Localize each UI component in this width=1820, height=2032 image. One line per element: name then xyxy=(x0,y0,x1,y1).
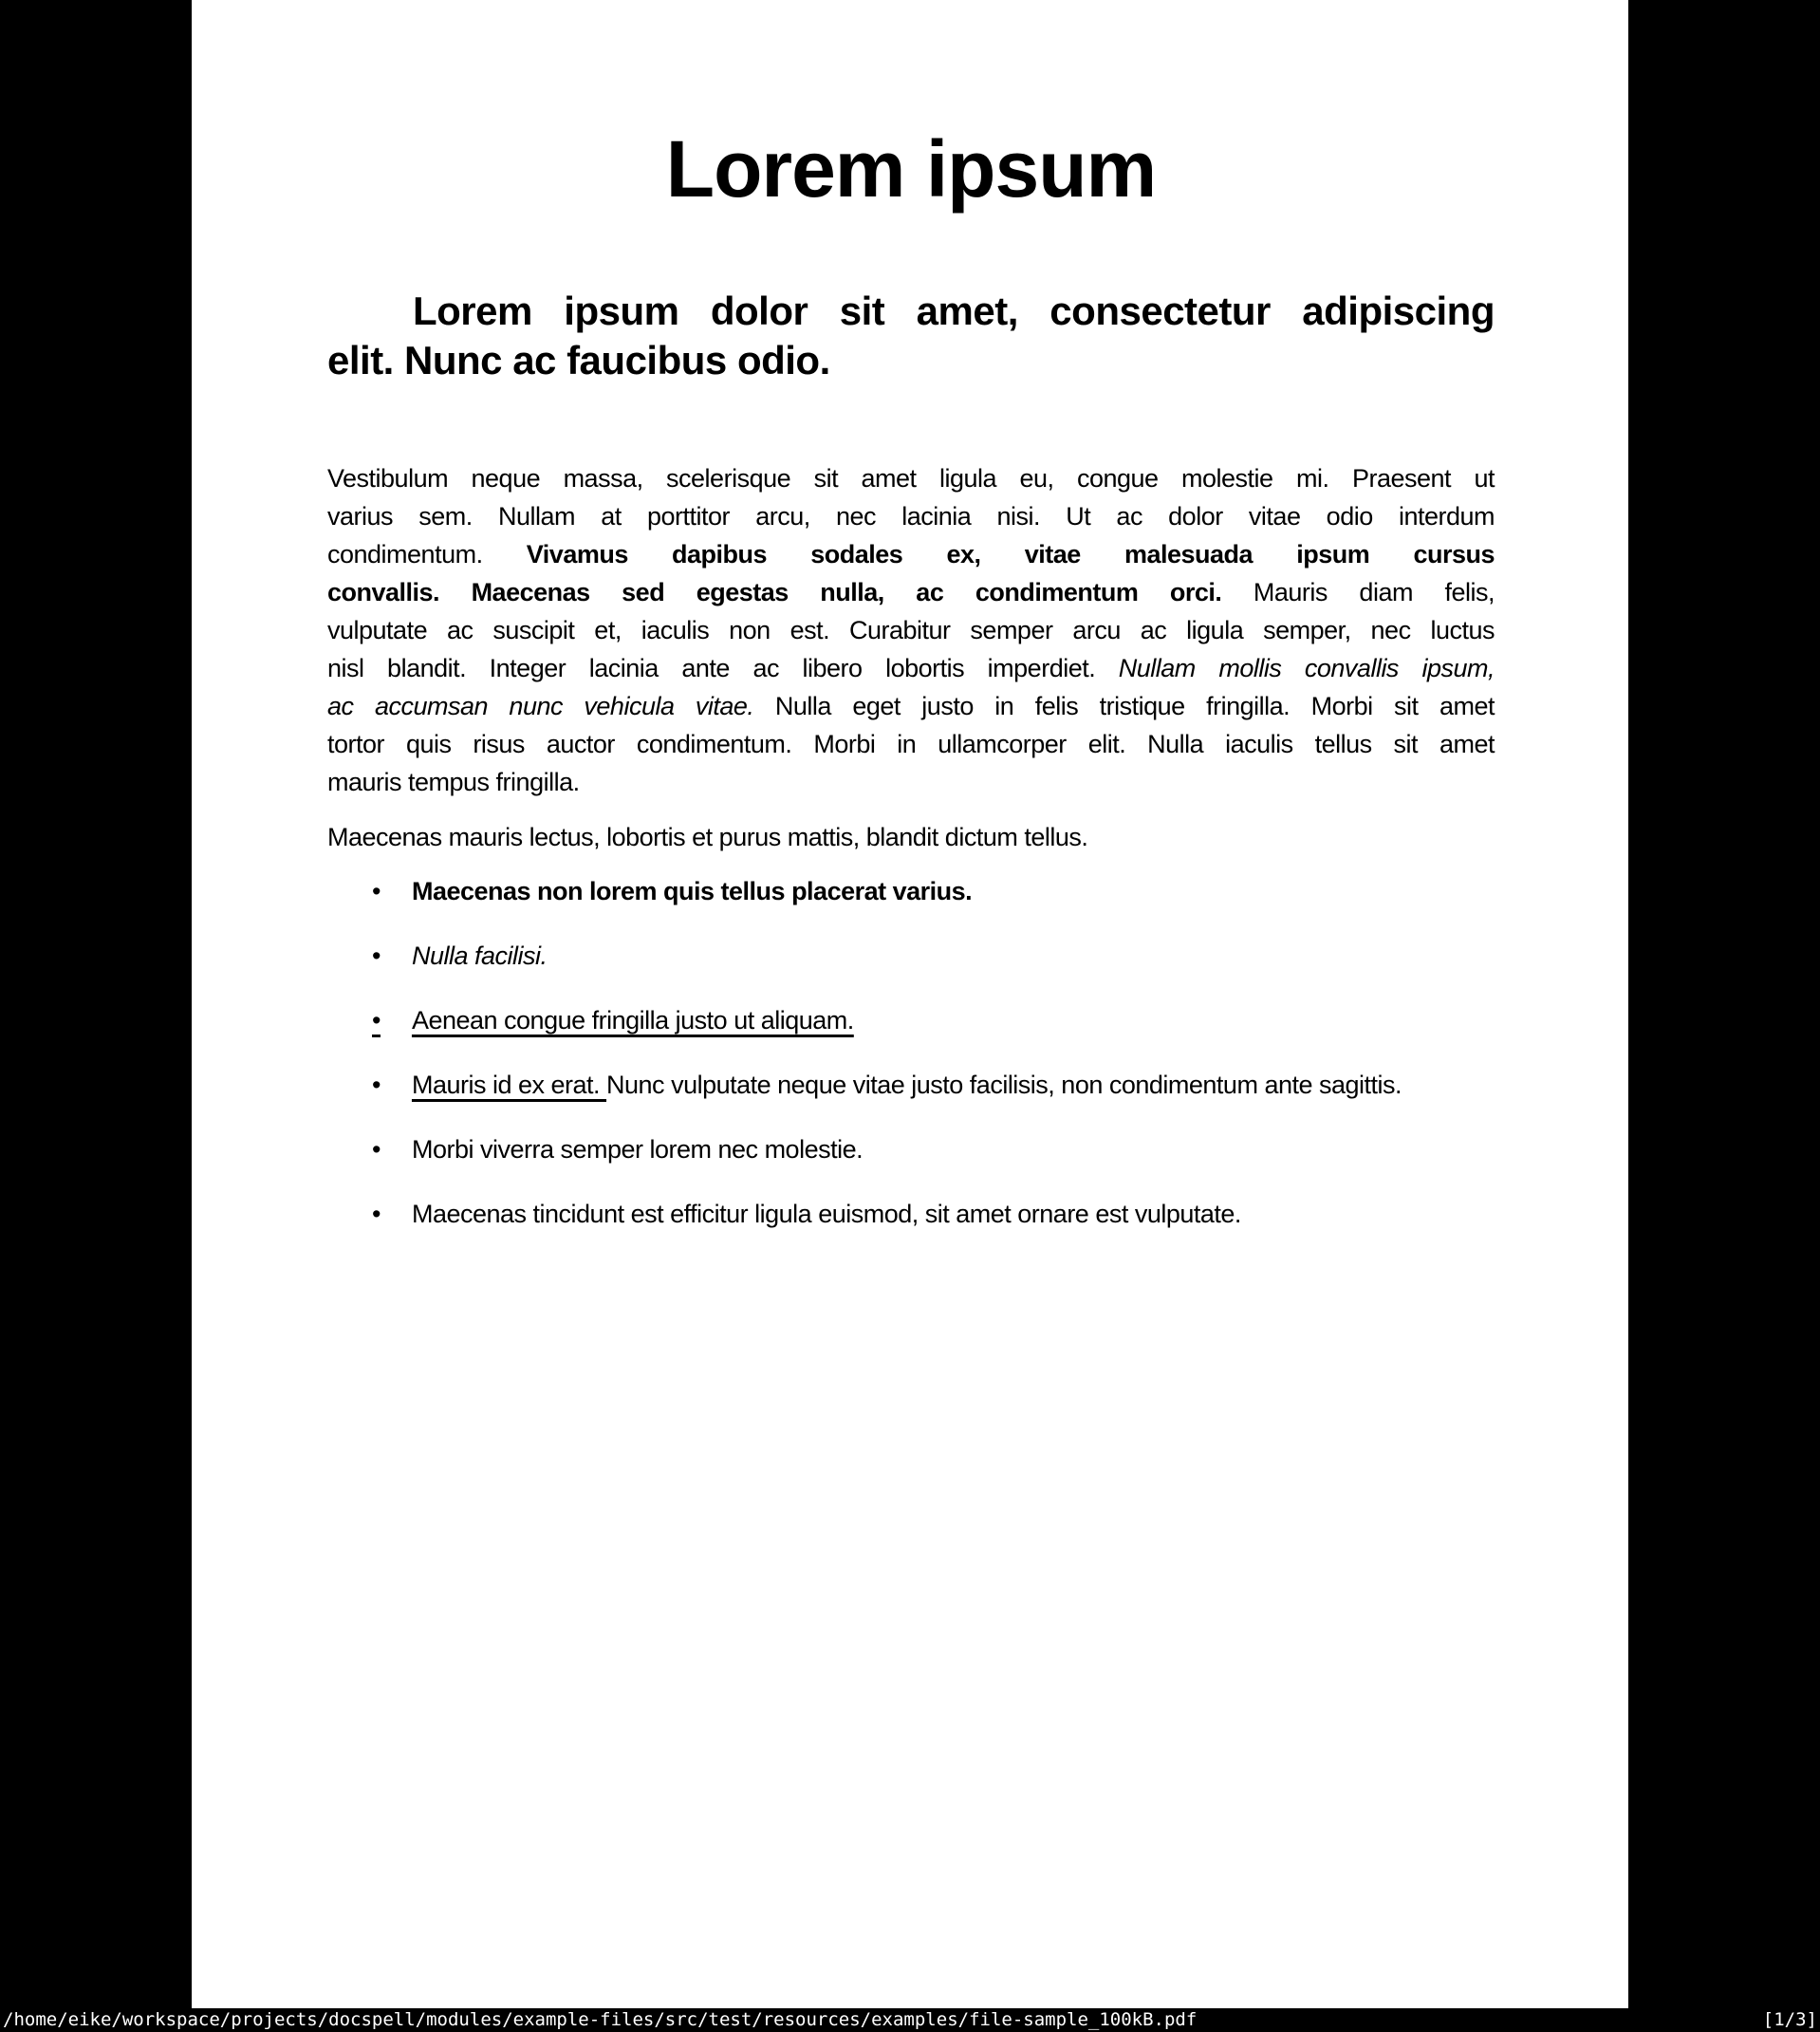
paragraph-2: Maecenas mauris lectus, lobortis et purus mattis, blandit dictum tellus. xyxy=(327,823,1088,851)
text-run: mauris tempus fringilla. xyxy=(327,768,580,796)
document-title: Lorem ipsum xyxy=(665,124,1157,214)
statusbar-page-indicator: [1/3] xyxy=(1762,2009,1817,2030)
bullet-icon: • xyxy=(372,877,381,905)
text-run: Vivamus dapibus sodales ex, vitae malesuada ipsum cursus xyxy=(526,540,1495,569)
document-body xyxy=(327,459,1495,1233)
bullet-icon: • xyxy=(372,1135,381,1164)
page-content xyxy=(192,0,1628,1233)
paragraph-line xyxy=(327,535,1495,573)
paragraph-line xyxy=(327,573,1495,611)
list-item xyxy=(327,1066,1495,1104)
text-run: Nunc vulputate neque vitae justo facilisis, non condimentum ante sagittis. xyxy=(606,1071,1402,1099)
paragraph-line xyxy=(327,611,1495,649)
statusbar xyxy=(0,2008,1820,2032)
text-run: Mauris diam felis, xyxy=(1253,578,1495,606)
paragraph-line xyxy=(327,459,1495,497)
text-run: condimentum. xyxy=(327,540,527,569)
paragraph-line xyxy=(327,649,1495,687)
text-run: Vestibulum neque massa, scelerisque sit amet ligula eu, congue molestie mi. Praesent ut xyxy=(327,464,1495,493)
bullet-icon: • xyxy=(372,1006,381,1035)
list-item xyxy=(327,1001,1495,1039)
text-run: Nullam mollis convallis ipsum, xyxy=(1118,654,1495,682)
text-run: tortor quis risus auctor condimentum. Morbi in ullamcorper elit. Nulla iaculis tellus sit amet xyxy=(327,730,1495,758)
text-run: Nulla facilisi. xyxy=(411,941,548,970)
paragraph-line xyxy=(327,763,1495,801)
text-run: nisl blandit. Integer lacinia ante ac libero lobortis imperdiet. xyxy=(327,654,1119,682)
pdf-page xyxy=(192,0,1628,2032)
bullet-list xyxy=(327,872,1495,1233)
document-heading xyxy=(327,287,1495,385)
text-run: Nulla eget justo in felis tristique fringilla. Morbi sit amet xyxy=(774,692,1495,720)
bullet-icon: • xyxy=(372,941,381,970)
list-item xyxy=(327,1195,1495,1233)
text-run: Aenean congue fringilla justo ut aliquam. xyxy=(411,1006,854,1035)
paragraph-line xyxy=(327,725,1495,763)
statusbar-file-path: /home/eike/workspace/projects/docspell/modules/example-files/src/test/resources/examples/file-sample_100kB.pdf xyxy=(3,2009,1198,2030)
text-run: ac accumsan nunc vehicula vitae. xyxy=(327,692,775,720)
heading-line-2: elit. Nunc ac faucibus odio. xyxy=(327,338,830,382)
text-run: Mauris id ex erat. xyxy=(411,1071,607,1099)
bullet-icon: • xyxy=(372,1200,381,1228)
paragraph-line xyxy=(327,687,1495,725)
list-item xyxy=(327,872,1495,910)
heading-line-1: Lorem ipsum dolor sit amet, consectetur adipiscing xyxy=(413,289,1495,333)
paragraph-1 xyxy=(327,459,1495,801)
text-run: Morbi viverra semper lorem nec molestie. xyxy=(411,1135,864,1164)
bullet-icon: • xyxy=(372,1071,381,1099)
list-item xyxy=(327,1130,1495,1168)
text-run: varius sem. Nullam at porttitor arcu, nec lacinia nisi. Ut ac dolor vitae odio interdum xyxy=(327,502,1495,531)
list-item xyxy=(327,937,1495,975)
text-run: Maecenas tincidunt est efficitur ligula euismod, sit amet ornare est vulputate. xyxy=(411,1200,1241,1228)
text-run: vulputate ac suscipit et, iaculis non est. Curabitur semper arcu ac ligula semper, nec luctus xyxy=(327,616,1495,644)
paragraph-line xyxy=(327,497,1495,535)
text-run: Maecenas non lorem quis tellus placerat varius. xyxy=(411,877,973,905)
text-run: convallis. Maecenas sed egestas nulla, ac condimentum orci. xyxy=(327,578,1254,606)
